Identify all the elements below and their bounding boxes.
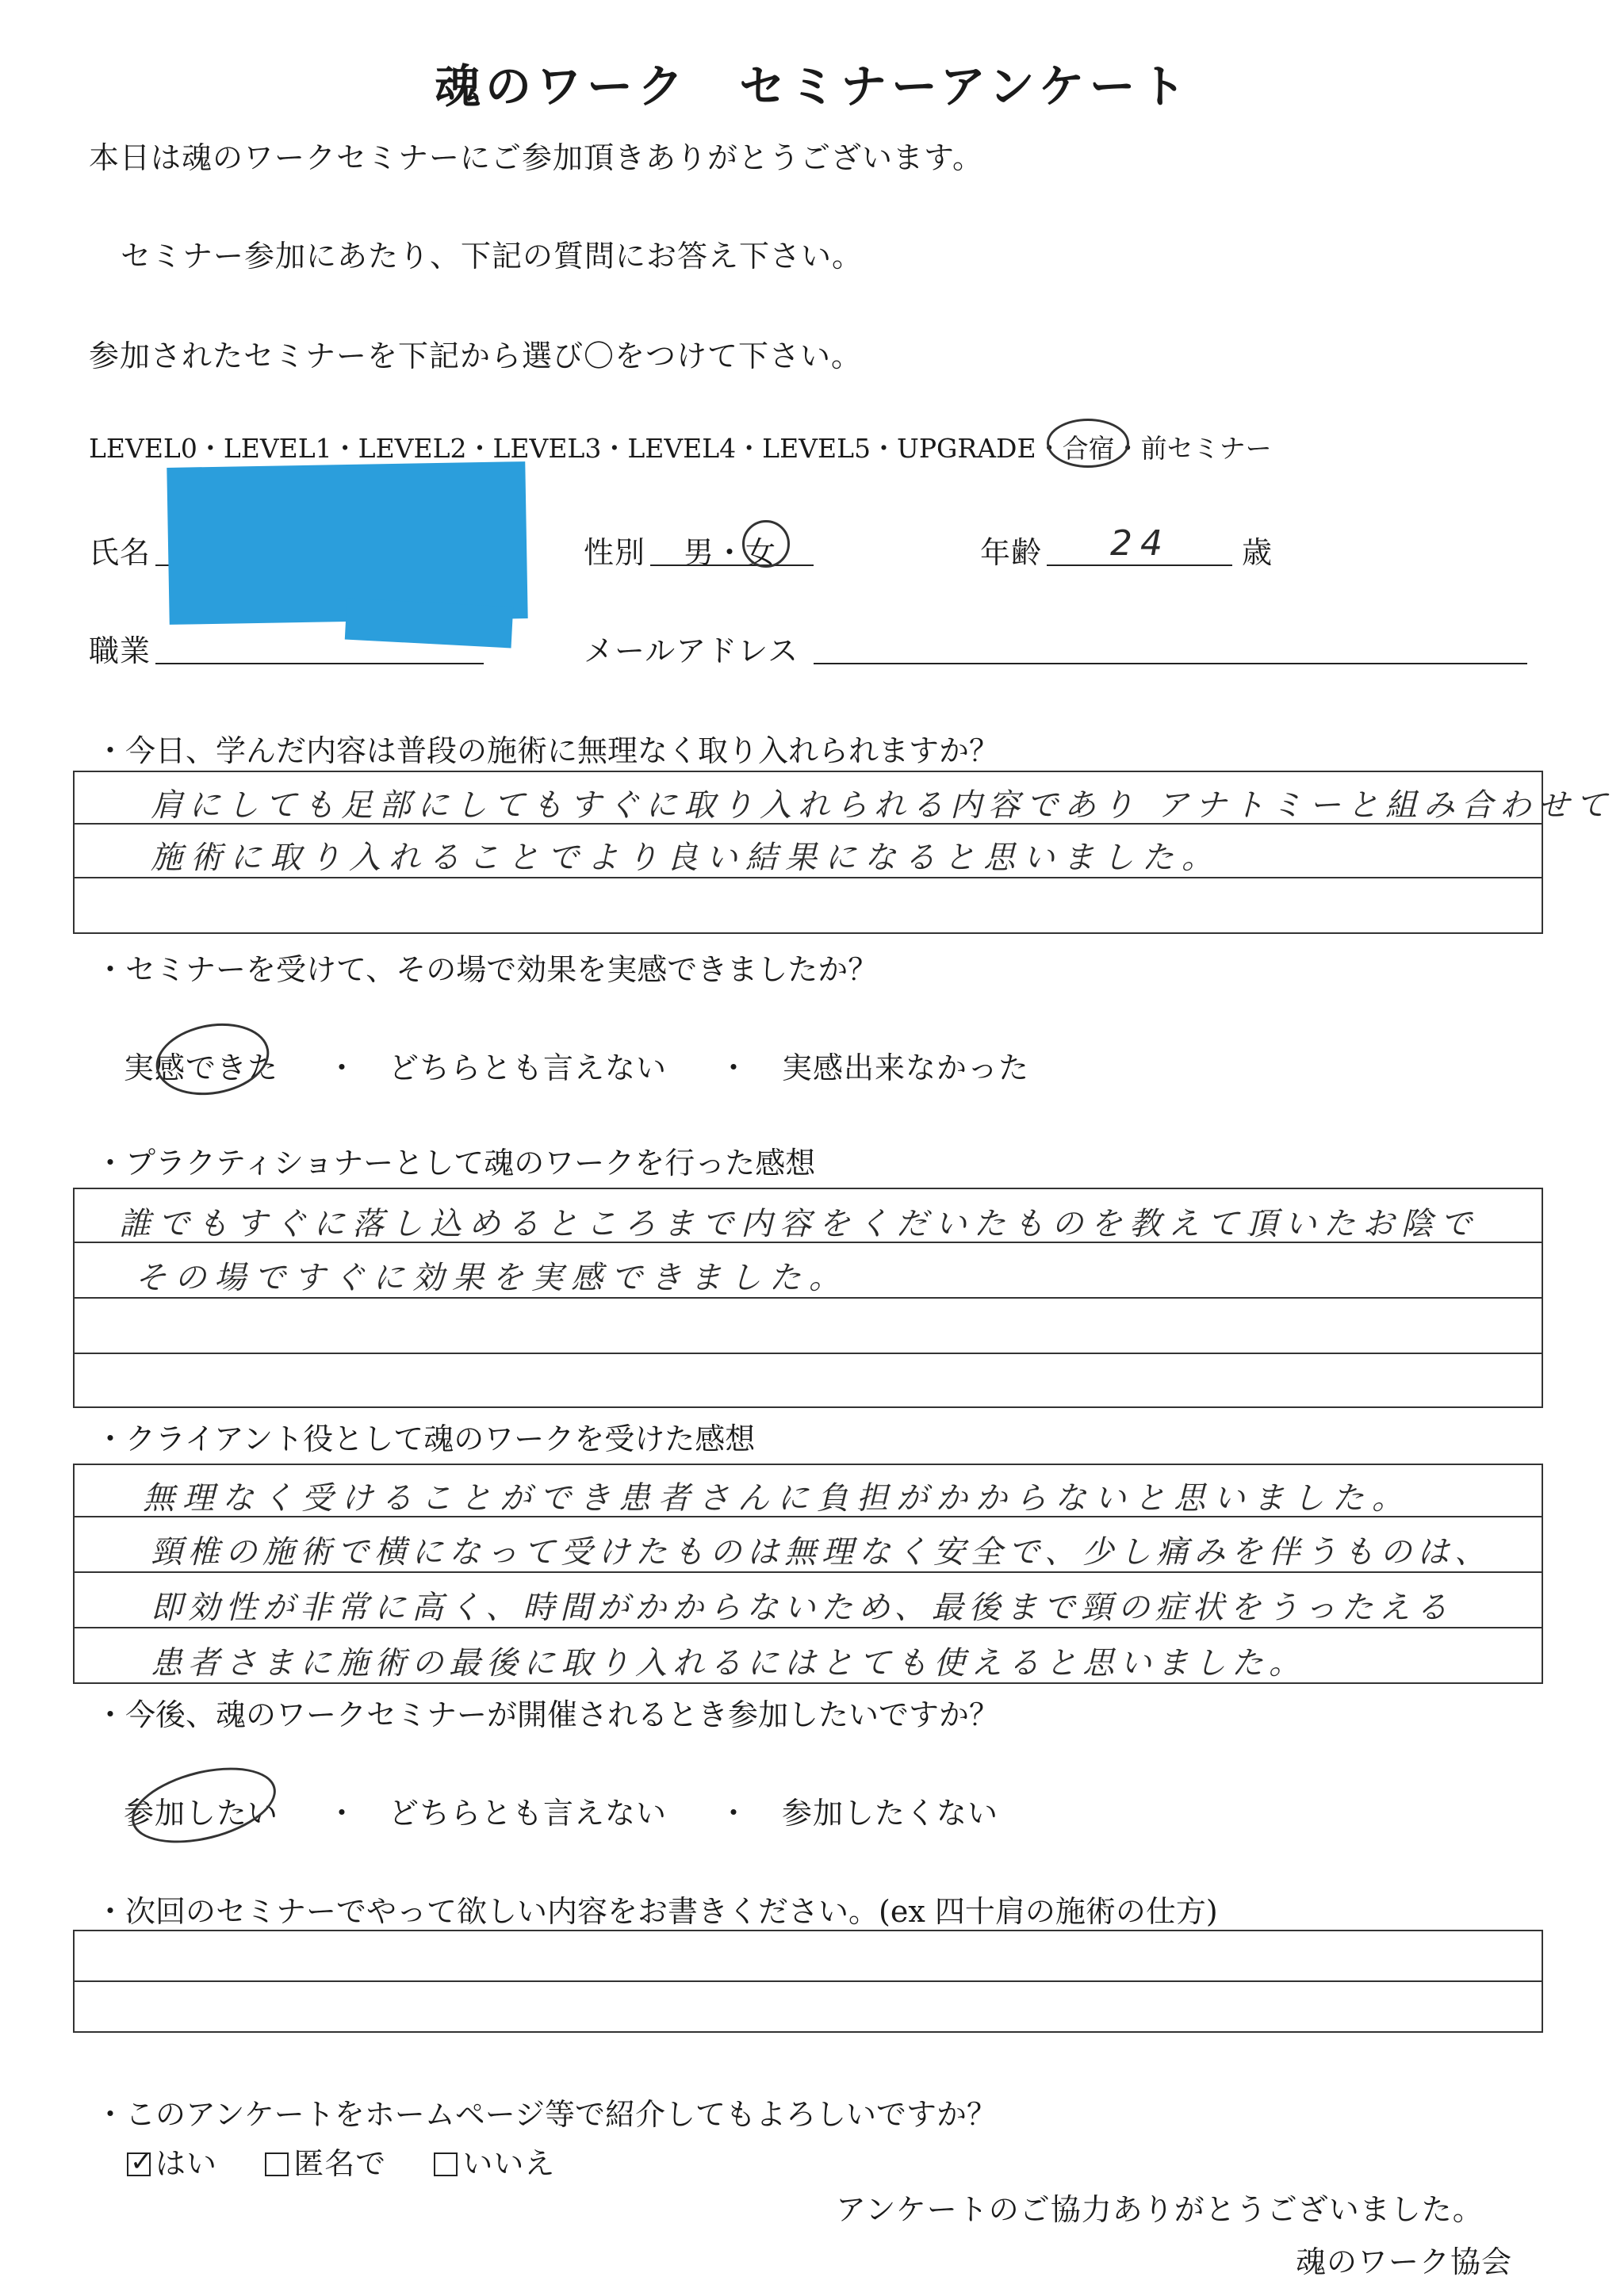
age-line <box>1047 564 1232 566</box>
gender-options[interactable]: 男・女 <box>684 535 777 570</box>
q7-options <box>127 2139 555 2183</box>
q2-option-yes[interactable]: 実感できた <box>124 1050 279 1085</box>
seminar-selection-circle <box>1047 419 1129 468</box>
name-redaction-tail <box>345 599 513 649</box>
intro-line-3: 参加されたセミナーを下記から選び〇をつけて下さい。 <box>89 339 863 373</box>
job-line[interactable] <box>155 663 484 664</box>
q3-question: ・プラクティショナーとして魂のワークを行った感想 <box>95 1146 816 1181</box>
q2-sep-1: ・ <box>327 1050 358 1085</box>
form-title: 魂のワーク セミナーアンケート <box>435 59 1191 113</box>
q7-option-no-label: いいえ <box>462 2146 556 2181</box>
q7-question: ・このアンケートをホームページ等で紹介してもよろしいですか？ <box>95 2097 997 2132</box>
q3-answer-line-2: その場ですぐに効果を実感できました。 <box>135 1260 848 1296</box>
gender-selection-circle <box>742 520 790 568</box>
email-line[interactable] <box>814 663 1527 664</box>
q1-question: ・今日、学んだ内容は普段の施術に無理なく取り入れられますか？ <box>95 733 1000 768</box>
q2-option-no[interactable]: 実感出来なかった <box>782 1050 1030 1085</box>
q4-answer-line-4: 患者さまに施術の最後に取り入れるにはとても使えると思いました。 <box>151 1645 1306 1682</box>
email-label: メールアドレス <box>584 633 799 668</box>
q5-selection-circle <box>124 1755 283 1856</box>
intro-line-2: セミナー参加にあたり、下記の質問にお答え下さい。 <box>121 239 864 274</box>
q4-answer-line-2: 頸椎の施術で横になって受けたものは無理なく安全で、少し痛みを伴うものは、 <box>151 1534 1492 1571</box>
q7-checkbox-yes[interactable] <box>127 2152 151 2176</box>
q3-rule-3 <box>73 1353 1543 1354</box>
q7-option-yes-label: はい <box>155 2146 218 2181</box>
q5-question: ・今後、魂のワークセミナーが開催されるとき参加したいですか？ <box>95 1697 1000 1732</box>
age-label: 年齢 <box>980 535 1043 570</box>
q2-sep-2: ・ <box>718 1050 750 1085</box>
seminar-options-after: ・前セミナー <box>1114 433 1272 464</box>
seminar-options-before: LEVEL0・LEVEL1・LEVEL2・LEVEL3・LEVEL4・LEVEL5・UPGRADE・ <box>89 433 1063 464</box>
footer-thanks: アンケートのご協力ありがとうございました。 <box>836 2192 1484 2227</box>
q6-rule-1 <box>73 1980 1543 1982</box>
age-value[interactable]: 24 <box>1110 523 1170 564</box>
q6-question: ・次回のセミナーでやって欲しい内容をお書きください。(ex 四十肩の施術の仕方) <box>95 1894 1218 1929</box>
q4-answer-line-1: 無理なく受けることができ患者さんに負担がかからないと思いました。 <box>143 1480 1411 1517</box>
q7-checkbox-anon[interactable] <box>265 2152 289 2176</box>
job-label: 職業 <box>89 633 151 668</box>
q2-selection-circle <box>150 1015 274 1104</box>
q5-option-no[interactable]: 参加したくない <box>782 1796 999 1831</box>
q4-answer-line-3: 即効性が非常に高く、時間がかからないため、最後まで頸の症状をうったえる <box>151 1590 1454 1626</box>
intro-line-1: 本日は魂のワークセミナーにご参加頂きありがとうございます。 <box>89 140 983 175</box>
q3-answer-line-1: 誰でもすぐに落し込めるところまで内容をくだいたものを教えて頂いたお陰で <box>119 1206 1479 1242</box>
q5-option-neutral[interactable]: どちらとも言えない <box>389 1796 668 1831</box>
q4-question: ・クライアント役として魂のワークを受けた感想 <box>95 1422 756 1456</box>
gender-label: 性別 <box>584 535 646 570</box>
q2-question: ・セミナーを受けて、その場で効果を実感できましたか？ <box>95 952 879 987</box>
q1-answer-line-2: 施術に取り入れることでより良い結果になると思いました。 <box>151 840 1221 876</box>
q5-sep-1: ・ <box>327 1796 358 1831</box>
q7-option-anon-label: 匿名で <box>293 2146 387 2181</box>
q5-sep-2: ・ <box>718 1796 750 1831</box>
q5-option-yes[interactable]: 参加したい <box>124 1796 279 1831</box>
name-label: 氏名 <box>89 535 151 570</box>
q7-checkbox-no[interactable] <box>434 2152 458 2176</box>
q1-answer-line-1: 肩にしても足部にしてもすぐに取り入れられる内容であり アナトミーと組み合わせて <box>151 787 1614 824</box>
seminar-selected[interactable]: 合宿 <box>1062 433 1115 464</box>
gender-line <box>650 564 814 566</box>
footer-organization: 魂のワーク協会 <box>1296 2244 1513 2279</box>
age-unit: 歳 <box>1242 535 1274 570</box>
q2-option-neutral[interactable]: どちらとも言えない <box>389 1050 668 1085</box>
